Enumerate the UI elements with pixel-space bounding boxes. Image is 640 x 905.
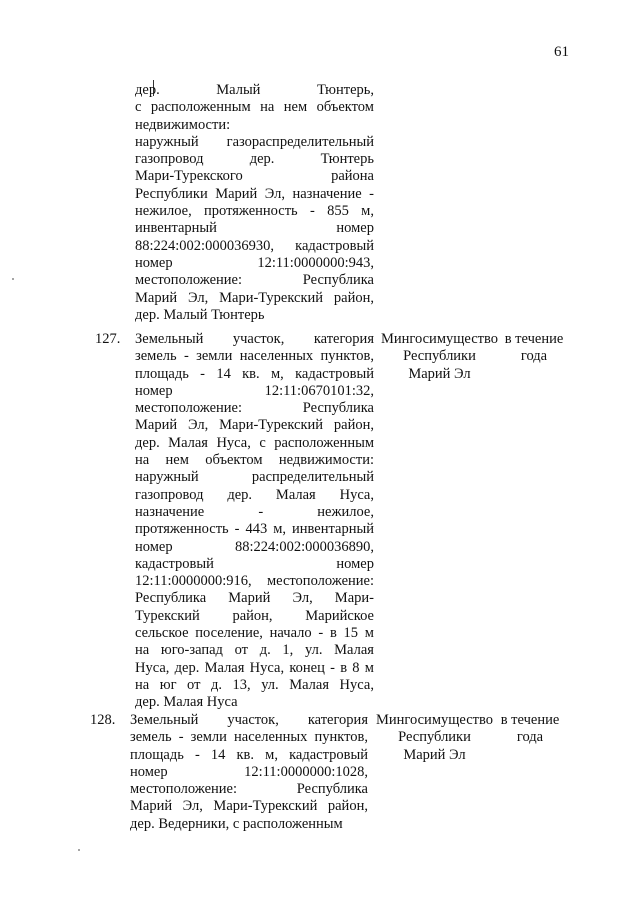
text-line: Мари-Турекского района (135, 168, 374, 185)
entry-number: 128. (90, 712, 116, 728)
text-line: площадь - 14 кв. м, кадастровый (130, 746, 368, 763)
org-line: Марий Эл (403, 746, 466, 763)
text-line: недвижимости: (135, 116, 231, 133)
text-line: Республики Марий Эл, назначение - (135, 185, 374, 202)
responsible-organization (377, 331, 502, 383)
term-line: в течение (500, 712, 560, 728)
text-line: Нуса, дер. Малая Нуса, конец - в 8 м (135, 659, 374, 676)
text-line: 12:11:0000000:916, местоположение: (135, 573, 374, 590)
entry-description (130, 712, 368, 833)
continuation-text (135, 82, 374, 324)
text-line: наружный газораспределительный (135, 133, 374, 150)
text-line: газопровод дер. Тюнтерь (135, 151, 374, 168)
text-line: Марий Эл, Мари-Турекский район, (135, 417, 374, 434)
term-line: года (520, 348, 548, 365)
text-line: дер. Малая Нуса (135, 694, 238, 711)
text-line: сельское поселение, начало - в 15 м (135, 625, 374, 642)
text-line: газопровод дер. Малая Нуса, (135, 486, 374, 503)
scan-speck (78, 849, 80, 851)
org-line: Мингосимущество (376, 712, 493, 728)
responsible-organization (372, 712, 497, 764)
entry-number: 127. (95, 331, 121, 347)
text-line: 88:224:002:000036930, кадастровый (135, 237, 374, 254)
deadline (500, 712, 560, 747)
text-line: на нем объектом недвижимости: (135, 452, 374, 469)
term-line: в течение (504, 331, 564, 347)
text-line: наружный распределительный (135, 469, 374, 486)
term-line: года (516, 729, 544, 746)
text-line: дер. Малый Тюнтерь, (135, 82, 374, 98)
text-line: на юго-запад от д. 1, ул. Малая (135, 642, 374, 659)
entry-description (135, 331, 374, 712)
text-line: местоположение: Республика (135, 400, 374, 417)
text-line: местоположение: Республика (130, 781, 368, 798)
org-line: Республики (398, 729, 471, 746)
text-line: с расположенным на нем объектом (135, 99, 374, 116)
org-line: Республики (403, 348, 476, 365)
text-line: Марий Эл, Мари-Турекский район, (130, 798, 368, 815)
text-line: Республика Марий Эл, Мари- (135, 590, 374, 607)
text-line: инвентарный номер (135, 220, 374, 237)
text-line: на юг от д. 13, ул. Малая Нуса, (135, 676, 374, 693)
text-line: земель - земли населенных пунктов, (135, 348, 374, 365)
text-line: номер 88:224:002:000036890, (135, 538, 374, 555)
scan-speck (12, 278, 14, 280)
text-line: номер 12:11:0670101:32, (135, 382, 374, 399)
text-line: дер. Малый Тюнтерь (135, 306, 265, 323)
text-line: земель - земли населенных пунктов, (130, 729, 368, 746)
org-line: Мингосимущество (381, 331, 498, 347)
text-line: Турекский район, Марийское (135, 607, 374, 624)
org-line: Марий Эл (408, 365, 471, 382)
text-line: номер 12:11:0000000:1028, (130, 763, 368, 780)
text-line: Марий Эл, Мари-Турекский район, (135, 289, 374, 306)
text-line: Земельный участок, категория (130, 712, 368, 728)
text-line: Земельный участок, категория (135, 331, 374, 347)
deadline (504, 331, 564, 366)
text-line: назначение - нежилое, (135, 503, 374, 520)
text-line: кадастровый номер (135, 555, 374, 572)
text-line: дер. Ведерники, с расположенным (130, 815, 343, 832)
text-line: площадь - 14 кв. м, кадастровый (135, 365, 374, 382)
text-line: местоположение: Республика (135, 272, 374, 289)
text-line: нежилое, протяженность - 855 м, (135, 203, 374, 220)
text-line: протяженность - 443 м, инвентарный (135, 521, 374, 538)
text-line: номер 12:11:0000000:943, (135, 254, 374, 271)
text-line: дер. Малая Нуса, с расположенным (135, 434, 374, 451)
page-number: 61 (554, 44, 569, 60)
